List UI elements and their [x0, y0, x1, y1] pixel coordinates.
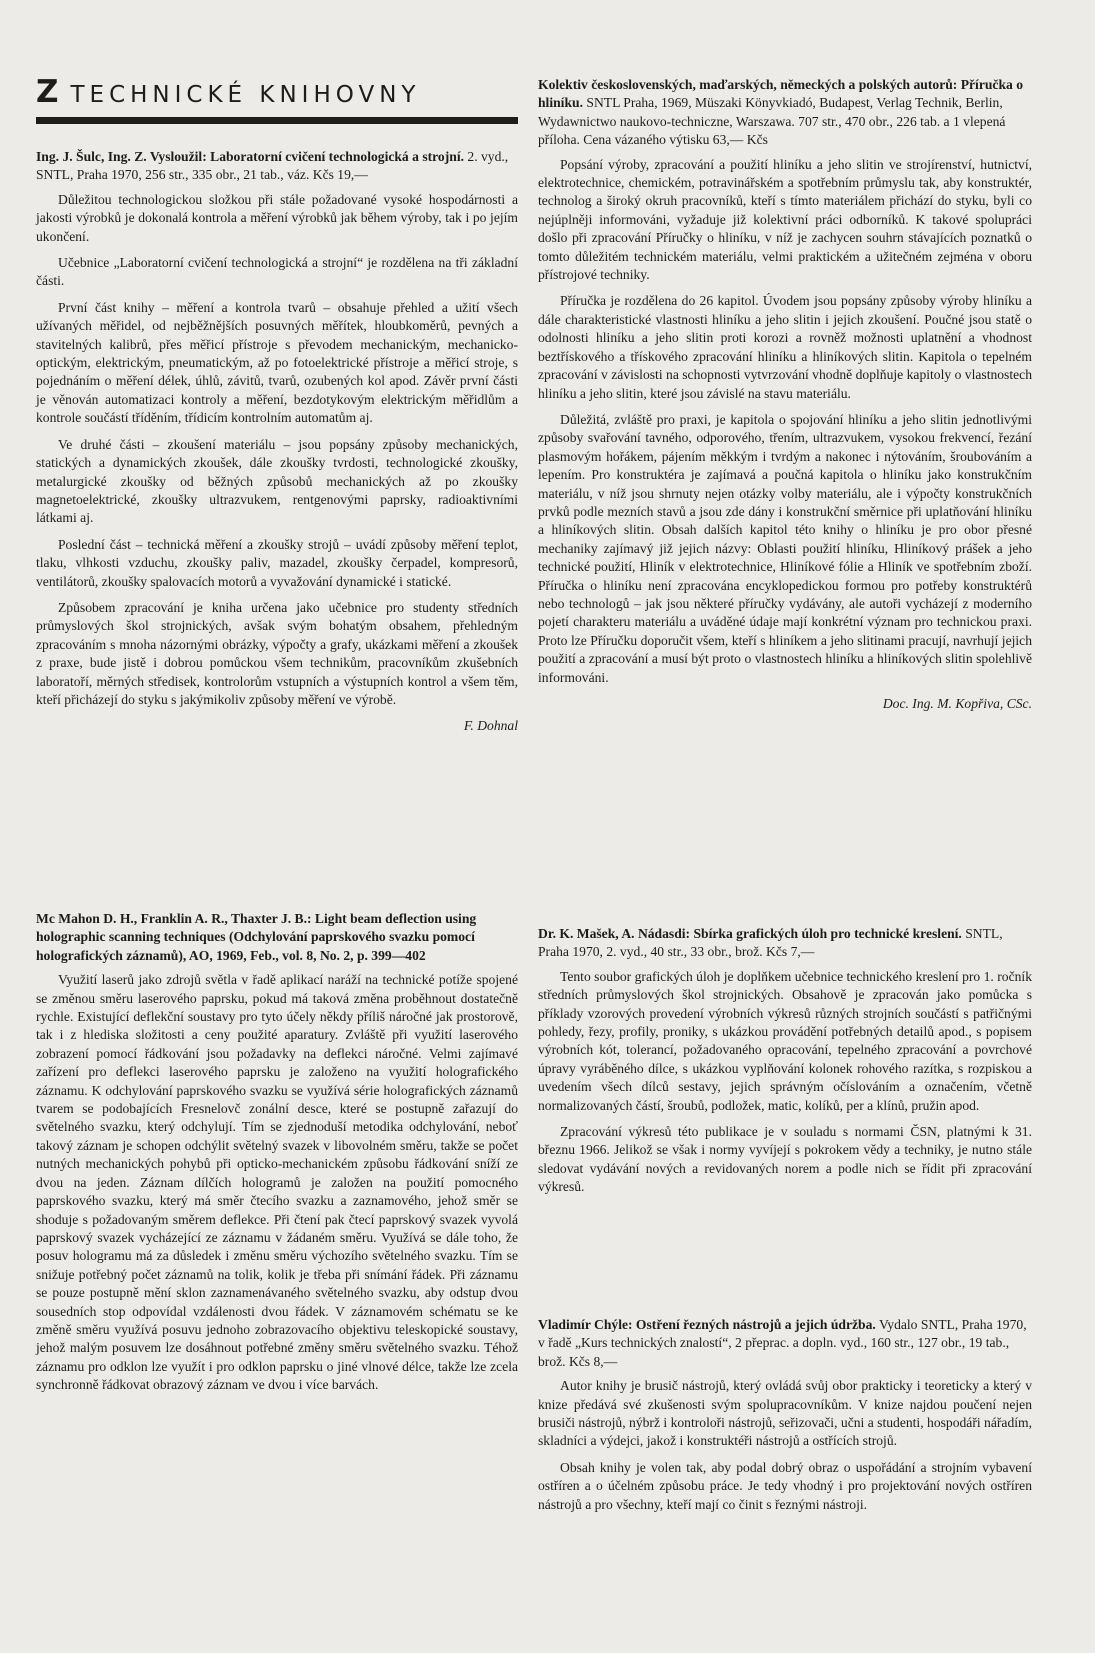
review-header: [538, 925, 1032, 962]
review-head: Kolektiv československých, maďarských, německých a polských autorů: Příručka o hliníku.: [538, 77, 1024, 111]
left-column: [36, 0, 518, 1653]
review-bibliography: Vydalo SNTL, Praha 1970, v řadě „Kurs technických znalostí“, 2 přeprac. a dopln. vyd., 160 str., 127 obr., 19 tab., brož. Kčs 8,—: [538, 1317, 1027, 1369]
review-paragraph: Popsání výroby, zpracování a použití hliníku a jeho slitin ve strojírenství, hutnictví, elektrotechnice, chemickém, potravinářském a spotřebním průmyslu tak, aby konstruktér, technolog a široký okruh pracovníků, kteří s tímto materiálem přichází do styku, byli co nejúplněji informováni, vyžaduje již kolektivní práci odborníků. K takové spolupráci došlo při zpracování Příručky o hliníku, v níž je zachycen souhrn stávajících poznatků o tomto důležitém technickém materiálu, velmi praktickém a užitečném zejména v oboru přístrojové techniky.: [538, 156, 1032, 283]
review-bibliography: SNTL Praha, 1969, Müszaki Könyvkiadó, Budapest, Verlag Technik, Berlin, Wydawnictwo naukovo-techniczne, Warszawa. 707 str., 470 obr., 226 tab. a 1 vlepená příloha. Cena vázaného výtisku 63,— Kčs: [538, 95, 1006, 148]
review-paragraph: Tento soubor grafických úloh je doplňkem učebnice technického kreslení pro 1. ročník středních průmyslových škol strojnických. Obsahově je zpracován jako pomůcka s příklady vzorových provedení výrobních výkresů různých strojních součástí s patřičnými pohledy, řezy, profily, proniky, s ukázkou provádění potřebných detailů apod., s popisem výrobních kót, tolerancí, požadovaného opracování, tepelného zpracování a povrchové úpravy vyráběného dílce, s ukázkou vyplňování kolonek rohového razítka, s rozpiskou a uvedením všech dílců sestavy, jejich správným očíslováním a označením, včetně normalizovaných částí, šroubů, podložek, matic, kolíků, per a klínů, pružin apod.: [538, 968, 1032, 1113]
review-prirucka-o-hliniku: [538, 76, 1032, 721]
review-head: Dr. K. Mašek, A. Nádasdi: Sbírka grafických úloh pro technické kreslení.: [538, 926, 962, 941]
section-title-initial: Z: [36, 74, 59, 110]
review-header: [36, 148, 518, 185]
review-signature: Doc. Ing. M. Kopřiva, CSc.: [882, 696, 1032, 711]
review-paragraph: První část knihy – měření a kontrola tvarů – obsahuje přehled a užití všech užívaných měřidel, od nejběžnějších posuvných měřítek, hloubkoměrů, pevných a stavitelných kalibrů, přes měřicí přístroje s převodem mechanickým, mechanicko-optickým, elektrickým, pneumatickým, až po fotoelektrické přístroje a měřicí stroje, s pojednáním o měření délek, úhlů, závitů, tvarů, ozubených kol apod. Závěr první části je věnován automatizaci kontroly a měření, bezdotykovým elektrickým měřidlům a kontrole součástí tříděním, třídicím kontrolním automatům aj.: [36, 299, 518, 426]
review-header: [36, 910, 518, 965]
review-light-beam-deflection: [36, 910, 518, 1403]
review-paragraph: Důležitou technologickou složkou při stále požadované vysoké hospodárnosti a jakosti výrobků je dokonalá kontrola a měření výrobků jak během výroby, tak i po jejím ukončení.: [36, 191, 518, 244]
right-column: [538, 0, 1032, 1653]
section-title-rest: TECHNICKÉ KNIHOVNY: [70, 82, 421, 108]
review-paragraph: Důležitá, zvláště pro praxi, je kapitola o spojování hliníku a jeho slitin jednotlivými způsoby svařování tavného, odporového, třením, ultrazvukem, vysokou frekvencí, řezání plasmovým hořákem, pájením měkkým i tvrdým a nakonec i nýtováním, šroubováním a lepením. Pro konstruktéra je zajímavá a poučná kapitola o hliníku jako konstrukčním materiálu, v níž jsou shrnuty nejen otázky volby materiálu, ale i výpočty konstrukčních prvků podle mezních stavů a jsou zde dány i konstrukční směrnice při uplatňování hliníku a hliníkových slitin. Obsah dalších kapitol této knihy o hliníku je pro obor přesné mechaniky zajímavý již jejich názvy: Oblasti použití hliníku, Hliníkový prášek a jeho technické použití, Hliník v elektrotechnice, Hliníkové fólie a Hliník ve spotřebním zboží. Příručka o hliníku není zpracována encyklopedickou formou pro potřeby konstruktérů nebo technologů – jak jsou některé příručky vydávány, ale autoři vycházejí z moderního pojetí charakteru materiálu a uváděné údaje mají konkrétní význam pro technickou praxi. Proto lze Příručku doporučit všem, kteří s hliníkem a jeho slitinami pracují, navrhují jejich použití a zpracování a musí být proto o vlastnostech hliníku a hliníkových slitin spolehlivě informováni.: [538, 411, 1032, 685]
review-ostreni-reznych-nastroju: [538, 1316, 1032, 1522]
review-sbirka-grafickych-uloh: [538, 925, 1032, 1205]
review-paragraph: Zpracování výkresů této publikace je v souladu s normami ČSN, platnými k 31. březnu 1966. Jelikož se však i normy vyvíjejí s pokrokem vědy a techniky, je nutno stále sledovat vydávání nových a revidovaných norem a podle nich se řídit při zpracování výkresů.: [538, 1124, 1032, 1195]
review-header: [538, 1316, 1032, 1371]
review-head: Mc Mahon D. H., Franklin A. R., Thaxter J. B.: Light beam deflection using holographic scanning techniques (Odchylování paprskového svazku pomocí holografických záznamů), AO, 1969, Feb., vol. 8, No. 2, p. 399—402: [36, 911, 477, 963]
review-head: Ing. J. Šulc, Ing. Z. Vysloužil: Laboratorní cvičení technologická a strojní.: [36, 149, 464, 164]
review-paragraph: Autor knihy je brusič nástrojů, který ovládá svůj obor prakticky i teoreticky a který v knize předává své zkušenosti svým spolupracovníkům. V knize najdou poučení nejen brusiči nástrojů, nýbrž i kontroloři nástrojů, seřizovači, učni a studenti, hospodáři nářadím, skladníci a výdejci, jakož i konstruktéři nástrojů a ostřících strojů.: [538, 1378, 1032, 1449]
review-header: [538, 76, 1032, 150]
review-paragraph: Způsobem zpracování je kniha určena jako učebnice pro studenty středních průmyslových škol strojnických, avšak svým bohatým obsahem, přehledným zpracováním s mnoha názornými obrázky, výpočty a grafy, ukázkami měření a zkoušek z praxe, bude jistě i dobrou pomůckou všem technikům, pracovníkům zkušebních laboratoří, měrných středisek, kontrolorům vstupních a výstupních kontrol a všem těm, kteří přicházejí do styku s jakýmikoliv způsoby měření ve výrobě.: [36, 599, 518, 707]
review-paragraph: Poslední část – technická měření a zkoušky strojů – uvádí způsoby měření teplot, tlaku, vlhkosti vzduchu, zkoušky paliv, mazadel, zkoušky čerpadel, kompresorů, ventilátorů, zkoušky spalovacích motorů a vyvažování dynamické i statické.: [36, 536, 518, 589]
review-head: Vladimír Chýle: Ostření řezných nástrojů a jejich údržba.: [538, 1317, 876, 1332]
review-paragraph: Obsah knihy je volen tak, aby podal dobrý obraz o uspořádání a strojním vybavení ostříren a o účelném způsobu práce. Je tedy vhodný i pro projektování nových ostříren nástrojů a pro všechny, kteří mají co činit s řeznými nástroji.: [538, 1459, 1032, 1512]
review-signature: F. Dohnal: [463, 718, 518, 734]
review-paragraph: Využití laserů jako zdrojů světla v řadě aplikací naráží na technické potíže spojené se změnou směru laserového paprsku, pokud má taková změna proběhnout dostatečně rychle. Existující deflekční soustavy pro tyto účely někdy příliš náročné jak prostorově, tak i z hlediska složitosti a ceny použité aparatury. Zvláště při využití laserového zobrazení pomocí řádkování jsou požadavky na deflekci náročné. Velmi zajímavé zařízení pro deflekci laserového paprsku je založeno na využití holografického záznamu. K odchylování paprskového svazku se využívá série holografických záznamů tvarem se podobajících Fresnelovč zonální desce, které se postupně zařazují do světelného svazku, který odchylují. Tím se zjednoduší metodika odchylování, neboť takový záznam je schopen odchýlit světelný svazek v libovolném směru, takže se počet nutných mechanických pohybů při opticko-mechanickém způsobu řádkování sníží ze dvou na jeden. Záznam dílčích hologramů je založen na použití pomocného paprskového svazku, který má směr čtecího svazku a zaznamového, jehož směr se shoduje s požadovaným směrem deflekce. Při čtení pak čtecí paprskový svazek vyvolá paprskový svazek vycházející ze záznamu v žádaném směru. Využívá se dále toho, že posuv hologramu má za důsledek i změnu směru výchozího světelného svazku. Tím se snižuje potřebný počet záznamů na tolik, kolik je třeba při snímání řádek. Při záznamu se pouze postupně mění sklon zaznamenávaného světelného svazku, aby odstup dvou sousedních stop odpovídal vzdálenosti dvou řádek. V záznamovém schématu se ke změně směru využívá posuvu jednoho zobrazovacího objektivu teleskopické soustavy, jehož malým posuvem lze dosáhnout potřebné změny směru světelného svazku. Téhož záznamu pro odklon lze využít i pro odklon paprsku o jiné vlnové délce, takže lze zcela synchronně řádkovat obrazový záznam ve dvou i více barvách.: [36, 972, 518, 1393]
review-bibliography: SNTL, Praha 1970, 2. vyd., 40 str., 33 obr., brož. Kčs 7,—: [538, 926, 1003, 960]
review-bibliography: 2. vyd., SNTL, Praha 1970, 256 str., 335 obr., 21 tab., váz. Kčs 19,—: [36, 149, 509, 183]
review-laboratorni-cviceni: [36, 148, 518, 744]
review-paragraph: Ve druhé části – zkoušení materiálu – jsou popsány způsoby mechanických, statických a dynamických zkoušek, dále zkoušky tvrdosti, technologické zkoušky, metalurgické zkoušky od běžných způsobů mechanických až po zkoušky magnetoelektrické, zkoušky ultrazvukem, rentgenovými paprsky, radioaktivními látkami aj.: [36, 436, 518, 526]
review-paragraph: Příručka je rozdělena do 26 kapitol. Úvodem jsou popsány způsoby výroby hliníku a dále charakteristické vlastnosti hliníku a jeho slitin i jejich zkoušení. Poučné jsou statě o odolnosti hliníku a jeho slitin proti korozi a rovněž možnosti uplatnění a vhodnost beztřískového a třískového zpracování hliníku a hliníkových slitin. Kapitola o tepelném zpracování v závislosti na schopnosti vytvrzování vhodně doplňuje kapitoly o vlastnostech hliníku a jeho slitin, které jsou závislé na stavu materiálu.: [538, 293, 1032, 401]
review-paragraph: Učebnice „Laboratorní cvičení technologická a strojní“ je rozdělena na tři základní části.: [36, 255, 518, 289]
